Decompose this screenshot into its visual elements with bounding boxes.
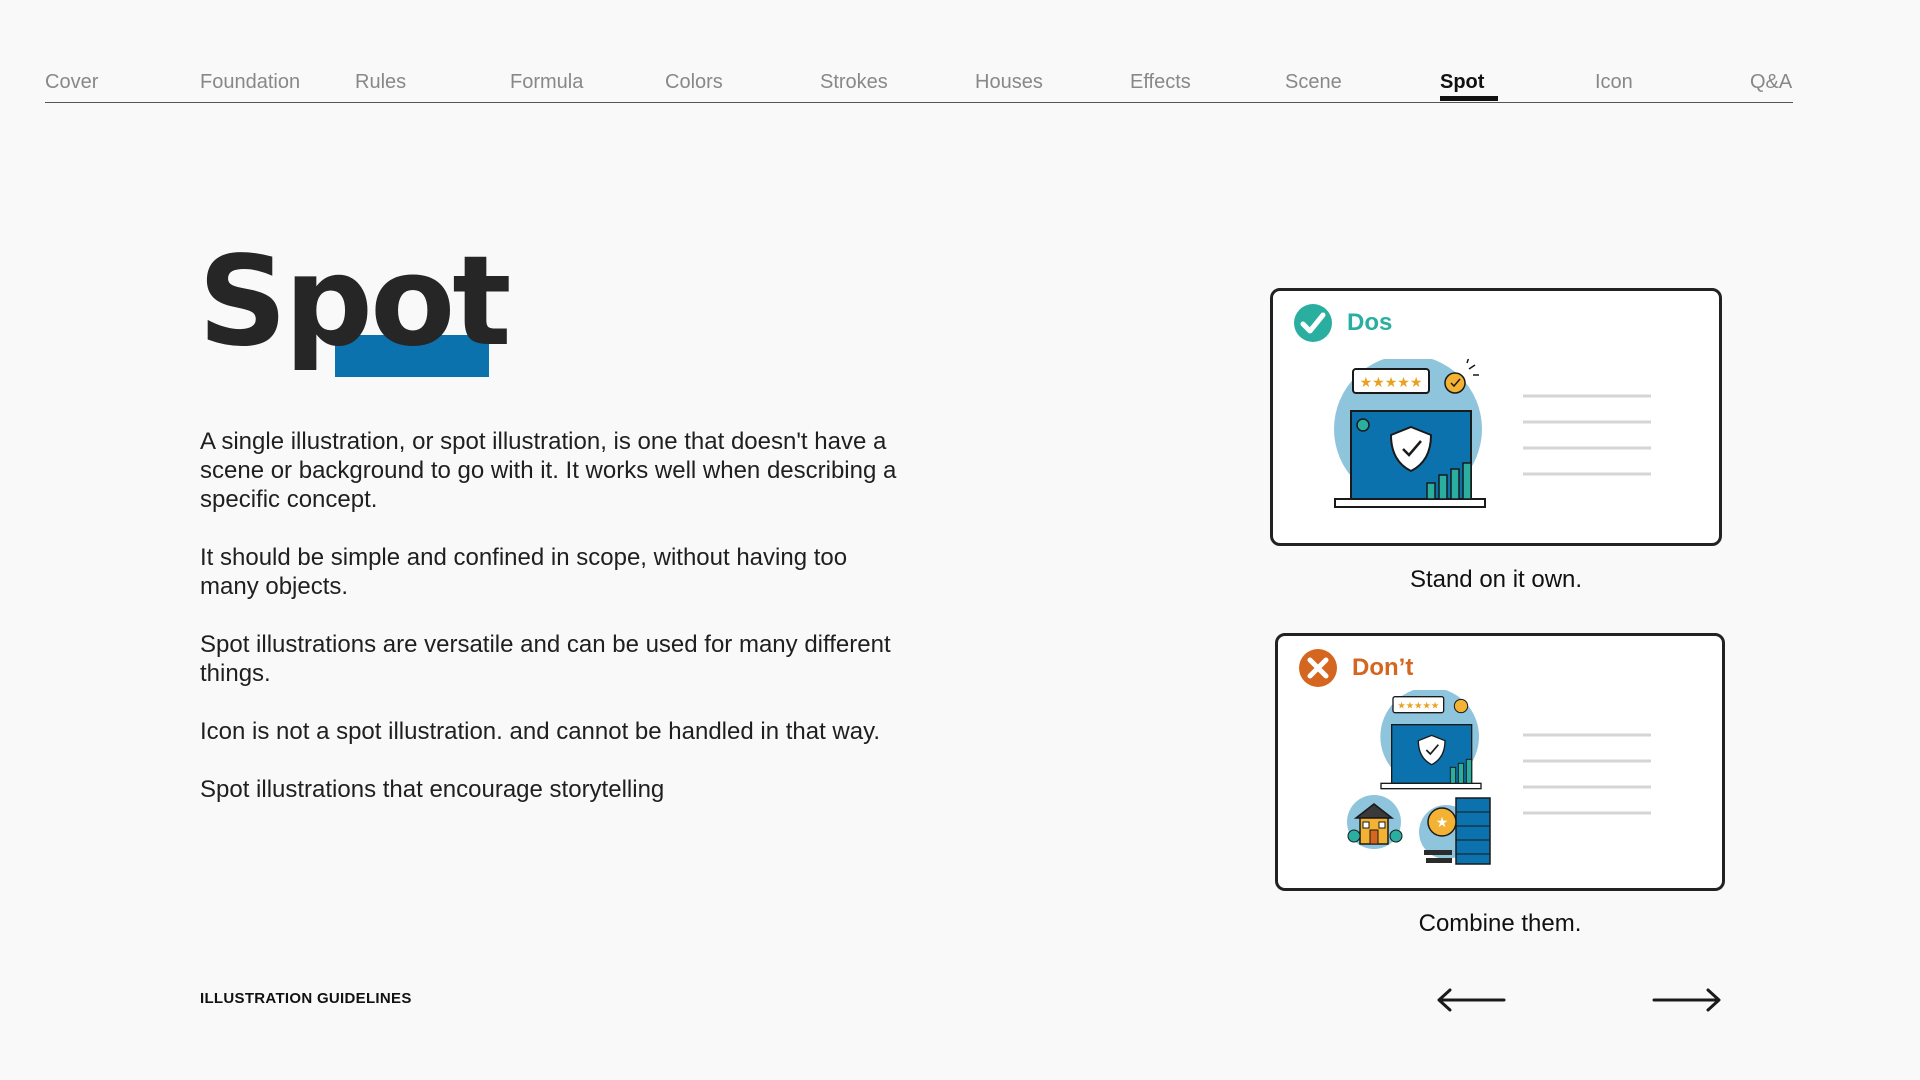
x-circle-icon [1298, 648, 1338, 688]
paragraph: Icon is not a spot illustration. and cannot be handled in that way. [200, 718, 880, 745]
footer-label: ILLUSTRATION GUIDELINES [200, 990, 412, 1007]
dont-card-header [1298, 648, 1413, 688]
nav-item-icon[interactable]: Icon [1595, 71, 1633, 93]
house-illustration [1346, 794, 1406, 850]
text-placeholder-lines [1523, 730, 1653, 820]
nav-item-foundation[interactable]: Foundation [200, 71, 301, 93]
nav-item-scene[interactable]: Scene [1285, 71, 1342, 93]
dont-card [1275, 633, 1725, 891]
nav-item-qa[interactable]: Q&A [1750, 71, 1793, 93]
nav-active-underline [1440, 96, 1498, 101]
top-nav [45, 60, 1793, 103]
paragraph: Spot illustrations that encourage storytelling [200, 776, 665, 803]
paragraph: A single illustration, or spot illustration, is one that doesn't have a scene or background to go with it. It works well when describing a specific concept. [200, 428, 897, 513]
nav-item-formula[interactable]: Formula [510, 71, 584, 93]
nav-item-colors[interactable]: Colors [665, 71, 723, 93]
svg-text:★★★★★: ★★★★★ [1359, 375, 1423, 391]
svg-text:★: ★ [1435, 815, 1449, 831]
dont-label: Don’t [1352, 654, 1414, 681]
arrow-left-icon[interactable] [1436, 985, 1506, 1015]
nav-item-spot[interactable]: Spot [1440, 71, 1485, 93]
nav-item-cover[interactable]: Cover [45, 71, 99, 93]
nav-item-effects[interactable]: Effects [1130, 71, 1191, 93]
arrow-right-icon[interactable] [1652, 985, 1722, 1015]
svg-text:★★★★★: ★★★★★ [1397, 700, 1440, 712]
nav-item-houses[interactable]: Houses [975, 71, 1043, 93]
spot-illustration-small [1378, 690, 1488, 790]
page-title-block [198, 230, 518, 390]
dont-caption: Combine them. [1418, 910, 1582, 937]
nav-item-strokes[interactable]: Strokes [820, 71, 888, 93]
text-placeholder-lines [1523, 391, 1653, 481]
dos-caption: Stand on it own. [1409, 566, 1583, 593]
description [200, 427, 900, 833]
page-title: Spot [198, 230, 509, 374]
spot-illustration [1333, 359, 1493, 509]
paragraph: It should be simple and confined in scope, without having too many objects. [200, 544, 848, 600]
dos-label: Dos [1347, 309, 1393, 336]
server-award-illustration [1418, 794, 1498, 868]
dos-card [1270, 288, 1722, 546]
paragraph: Spot illustrations are versatile and can be used for many different things. [200, 631, 891, 687]
dos-card-header [1293, 303, 1392, 343]
check-circle-icon [1293, 303, 1333, 343]
nav-item-rules[interactable]: Rules [355, 71, 407, 93]
